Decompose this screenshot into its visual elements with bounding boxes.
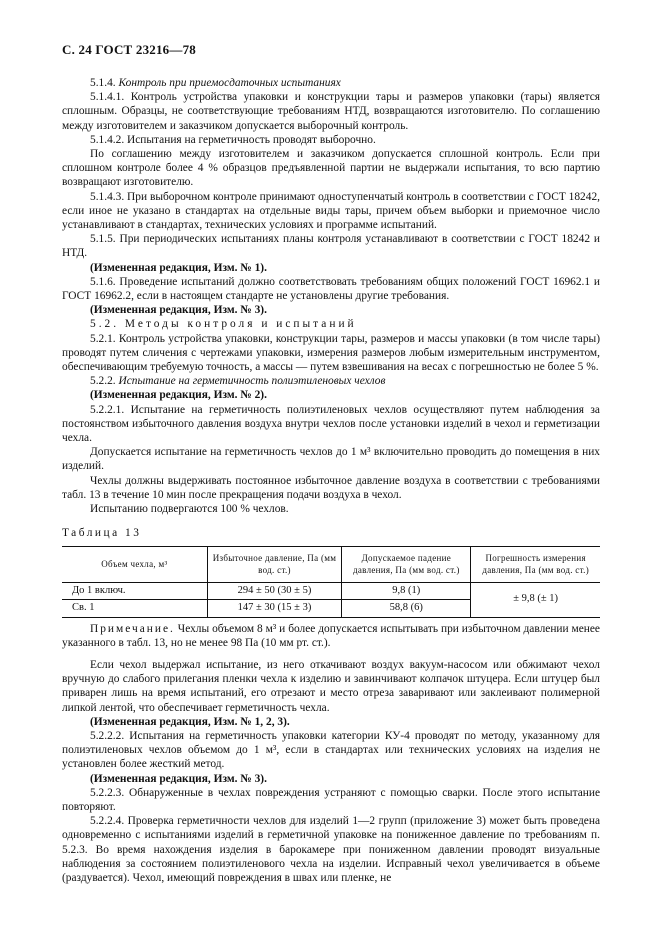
- paragraph: По соглашению между изготовителем и заказчиком допускается сплошной контроль. Если при сплошном контроле более 4 % образцов предъявленной партии не выдержали испытания, то всю партию возвращают изготовителю.: [62, 148, 600, 189]
- paragraph: 5.2.2.1. Испытание на герметичность полиэтиленовых чехлов осуществляют путем наблюдения за постоянством избыточного давления воздуха внутри чехлов после установки изделий в чехол и герметизации чехла.: [62, 403, 600, 445]
- paragraph: Допускается испытание на герметичность чехлов до 1 м³ включительно проводить до помещения в них изделий.: [62, 446, 600, 473]
- paragraph: 5.1.5. При периодических испытаниях планы контроля устанавливают в соответствии с ГОСТ 18242 и НТД.: [62, 233, 600, 260]
- paragraph: Чехлы должны выдерживать постоянное избыточное давление воздуха в соответствии с требованиями табл. 13 в течение 10 мин после прекращения подачи воздуха в чехол.: [62, 474, 600, 501]
- paragraph: 5.2.2.3. Обнаруженные в чехлах повреждения устраняют с помощью сварки. После этого испытание повторяют.: [62, 786, 600, 813]
- header-error: Погрешность измерения давления, Па (мм вод. ст.): [471, 546, 600, 582]
- cell-volume: До 1 включ.: [62, 582, 207, 600]
- note-label: Примечание.: [90, 622, 175, 635]
- amendment-note: (Измененная редакция, Изм. № 3).: [90, 304, 267, 317]
- cell-drop: 58,8 (6): [342, 600, 471, 618]
- section-bottom: [62, 658, 600, 885]
- header-volume: Объем чехла, м³: [62, 546, 207, 582]
- paragraph: 5.2.2.2. Испытания на герметичность упаковки категории КУ-4 проводят по методу, указанному для полиэтиленовых чехлов объемом до 1 м³, если в стандартах или технических условиях на изделия не установлен более жесткий метод.: [62, 729, 600, 771]
- header-pressure: Избыточное давление, Па (мм вод. ст.): [207, 546, 342, 582]
- subsection-heading: [62, 76, 600, 90]
- clause-number: 5.2.2.: [90, 375, 116, 388]
- paragraph: Если чехол выдержал испытание, из него откачивают воздух вакуум-насосом или обжимают чехол вручную до слабого прилегания пленки чехла к изделию и завинчивают колпачок штуцера. Если штуцер был приварен лишь на время испытаний, его отрезают и место отреза заваривают или заклеивают полимерной липкой лентой, что обеспечивает герметичность чехла.: [62, 658, 600, 714]
- amendment-note: (Измененная редакция, Изм. № 1).: [90, 261, 267, 274]
- section-heading: [62, 317, 600, 331]
- table-header-row: [62, 546, 600, 582]
- note-text: Чехлы объемом 8 м³ и более допускается испытывать при избыточном давлении менее указанного в табл. 13, но не менее 98 Па (10 мм рт. ст.).: [62, 622, 600, 649]
- paragraph: 5.1.6. Проведение испытаний должно соответствовать требованиям общих положений ГОСТ 16962.1 и ГОСТ 16962.2, если в настоящем стандарте не установлены другие требования.: [62, 275, 600, 303]
- paragraph: 5.1.4.2. Испытания на герметичность проводят выборочно.: [90, 133, 376, 146]
- amendment-note: (Измененная редакция, Изм. № 2).: [90, 389, 267, 402]
- cell-pressure: 294 ± 50 (30 ± 5): [207, 582, 342, 600]
- document-body: [62, 76, 600, 885]
- cell-pressure: 147 ± 30 (15 ± 3): [207, 600, 342, 618]
- cell-volume: Св. 1: [72, 602, 95, 613]
- amendment-note: (Измененная редакция, Изм. № 3).: [90, 772, 267, 785]
- table-13: [62, 546, 600, 618]
- table-note: [62, 622, 600, 650]
- paragraph: 5.1.4.3. При выборочном контроле принимают одноступенчатый контроль в соответствии с ГОСТ 18242, если иное не указано в стандартах на отдельные виды тары, причем объем выборки и приемочное число устанавливают в стандартах, технических условиях и программе испытаний.: [62, 190, 600, 232]
- subsection-title: Испытание на герметичность полиэтиленовых чехлов: [118, 375, 386, 388]
- table-title: Таблица 13: [62, 527, 142, 540]
- cell-error: ± 9,8 (± 1): [471, 582, 600, 617]
- amendment-note: (Измененная редакция, Изм. № 1, 2, 3).: [90, 715, 290, 728]
- subsection-title: Контроль при приемосдаточных испытаниях: [118, 77, 341, 89]
- paragraph: 5.2.2.4. Проверка герметичности чехлов для изделий 1—2 групп (приложение 3) может быть проведена одновременно с испытаниями изделий в герметичной упаковке на пониженное давление по требованиям п. 5.2.3. Во время нахождения изделия в барокамере при пониженном давлении проводят визуальные наблюдения за состоянием полиэтиленового чехла на изделии. Исправный чехол увеличивается в объеме (раздувается). Чехол, имеющий повреждения в швах или пленке, не: [62, 815, 600, 884]
- section-top: [62, 76, 600, 516]
- cell-drop: 9,8 (1): [342, 582, 471, 600]
- table-row: [62, 582, 600, 600]
- subsection-heading: [62, 374, 600, 388]
- paragraph: Испытанию подвергаются 100 % чехлов.: [90, 503, 289, 516]
- clause-number: 5.1.4.: [90, 77, 116, 89]
- header-drop: Допускаемое падение давления, Па (мм вод. ст.): [342, 546, 471, 582]
- page-header: С. 24 ГОСТ 23216—78: [62, 42, 196, 57]
- section-heading-text: 5.2. Методы контроля и испытаний: [90, 318, 357, 331]
- paragraph: 5.2.1. Контроль устройства упаковки, конструкции тары, размеров и массы упаковки (в том числе тары) проводят путем сличения с чертежами упаковки, измерения размеров любым измерительным инструментом, обеспечивающим требуемую точность, а массы — путем взвешивания на весах с погрешностью не более 5 %.: [62, 332, 600, 374]
- paragraph: 5.1.4.1. Контроль устройства упаковки и конструкции тары и размеров упаковки (тары) является сплошным. Образцы, не соответствующие требованиям НТД, возвращаются изготовителю. По соглашению между изготовителем и заказчиком допускается выборочный контроль.: [62, 91, 600, 132]
